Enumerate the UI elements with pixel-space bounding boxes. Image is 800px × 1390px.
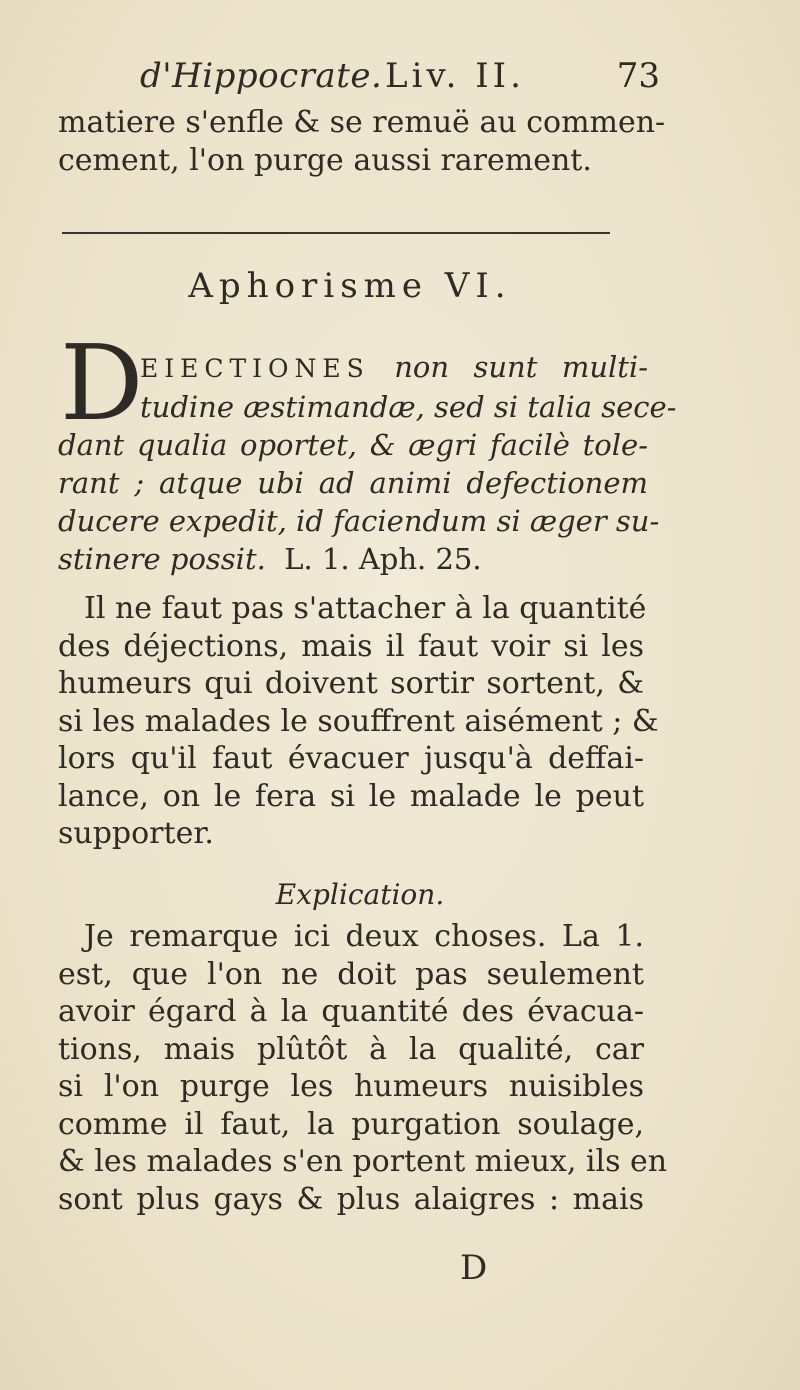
text-line: & les malades s'en portent mieux, ils en xyxy=(58,1144,668,1179)
text-line: sont plus gays & plus alaigres : mais xyxy=(58,1181,644,1217)
text-line: des déjections, mais il faut voir si les xyxy=(58,628,644,664)
text-line: cement, l'on purge aussi rarement. xyxy=(58,142,592,178)
text-line xyxy=(58,918,644,956)
header-title: d'Hippocrate. xyxy=(140,56,383,96)
latin-line-text: non sunt multi- xyxy=(394,350,648,384)
latin-line-text: stinere possit. xyxy=(58,542,266,576)
text-line: si les malades le souffrent aisément ; & xyxy=(58,703,659,739)
text-line: matiere s'enfle & se remuë au commen- xyxy=(58,105,666,140)
drop-capital: D xyxy=(60,322,144,444)
aphorism-reference: L. 1. Aph. 25. xyxy=(284,542,482,576)
text-line: tions, mais plûtôt à la qualité, car xyxy=(58,1031,644,1067)
section-divider xyxy=(62,232,610,234)
latin-line xyxy=(58,540,648,578)
text-line: humeurs qui doivent sortir sortent, & xyxy=(58,666,644,701)
text-line-content: Je remarque ici deux choses. La 1. xyxy=(84,919,644,954)
latin-line: dant qualia oportet, & ægri facilè tole- xyxy=(58,428,648,462)
text-line: si l'on purge les humeurs nuisibles xyxy=(58,1069,644,1104)
running-header xyxy=(140,56,660,102)
text-line: lors qu'il faut évacuer jusqu'à deffai- xyxy=(58,741,644,776)
text-line: avoir égard à la quantité des évacua- xyxy=(58,994,644,1029)
opening-paragraph xyxy=(58,104,666,179)
explication-heading: Explication. xyxy=(275,878,445,911)
text-line-content: Il ne faut pas s'attacher à la quantité xyxy=(84,591,647,626)
aphorism-title: Aphorisme VI. xyxy=(188,266,512,306)
text-line: supporter. xyxy=(58,816,214,851)
text-line: comme il faut, la purgation soulage, xyxy=(58,1106,644,1142)
latin-line: rant ; atque ubi ad animi defectionem xyxy=(58,466,648,500)
latin-line xyxy=(140,348,648,388)
signature-mark: D xyxy=(460,1248,488,1288)
header-book-number: Liv. II. xyxy=(385,56,525,96)
latin-line: tudine æstimandæ, sed si talia sece- xyxy=(140,390,677,424)
french-translation xyxy=(58,590,659,853)
text-line: lance, on le fera si le malade le peut xyxy=(58,778,644,814)
page-number: 73 xyxy=(616,56,660,96)
text-line xyxy=(58,590,647,628)
text-line: est, que l'on ne doit pas seulement xyxy=(58,956,644,992)
latin-aphorism xyxy=(58,348,677,578)
latin-line: ducere expedit, id faciendum si æger su- xyxy=(58,504,660,538)
explication-paragraph xyxy=(58,918,668,1218)
aphorism-first-word: EIECTIONES xyxy=(140,354,370,383)
